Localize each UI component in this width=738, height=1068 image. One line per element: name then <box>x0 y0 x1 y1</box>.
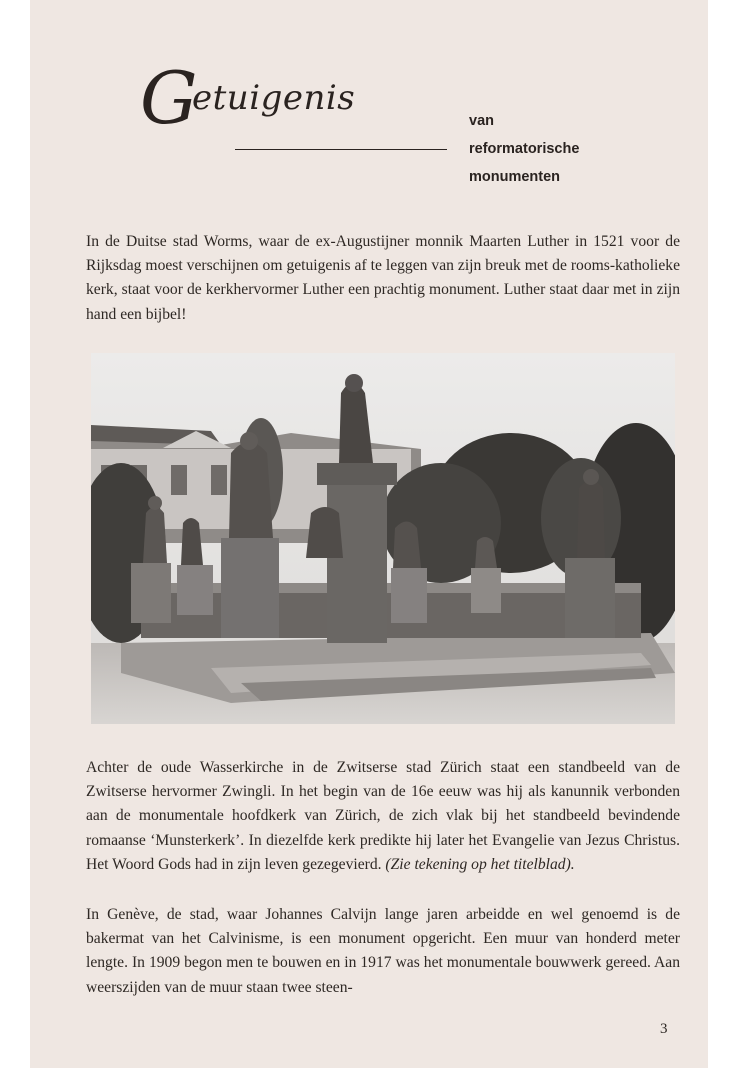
title-rest: etuigenis <box>192 78 356 118</box>
paragraph-zurich-text: Achter de oude Wasserkirche in de Zwitserse stad Zürich staat een standbeeld van de Zwitserse hervormer Zwingli. In het begin van de 16e eeuw was hij als kanunnik verbonden aan de monumentale hoofdkerk van Zürich, de zich vlak bij het standbeeld bevindende romaanse ‘Munsterkerk’. In diezelfde kerk predikte hij later het Evangelie van Jezus Christus. Het Woord Gods had in zijn leven gezegevierd. <box>86 759 680 873</box>
subtitle <box>469 107 579 191</box>
paragraph-worms: In de Duitse stad Worms, waar de ex-Augustijner monnik Maarten Luther in 1521 voor de Rijksdag moest verschijnen om getuigenis af te leggen van zijn breuk met de rooms-katholieke kerk, staat voor de kerkhervormer Luther een prachtig monument. Luther staat daar met in zijn hand een bijbel! <box>86 233 680 323</box>
page-title <box>140 56 356 140</box>
luther-monument-photo <box>91 353 675 724</box>
book-page <box>30 0 708 1068</box>
subtitle-line-3: monumenten <box>469 169 561 185</box>
subtitle-line-1: van <box>469 113 494 129</box>
page-number: 3 <box>660 1021 668 1037</box>
paragraph-geneve: In Genève, de stad, waar Johannes Calvijn lange jaren arbeidde en wel genoemd is de bakermat van het Calvinisme, is een monument opgericht. Een muur van honderd meter lengte. In 1909 begon men te bouwen en in 1917 was het monumentale bouwwerk gereed. Aan weerszijden van de muur staan twee steen- <box>86 906 680 996</box>
title-underline <box>235 149 447 150</box>
subtitle-line-2: reformatorische <box>469 141 580 157</box>
title-initial: G <box>140 56 199 140</box>
paragraph-zurich <box>86 756 680 877</box>
paragraph-zurich-note: (Zie tekening op het titelblad). <box>385 855 575 873</box>
